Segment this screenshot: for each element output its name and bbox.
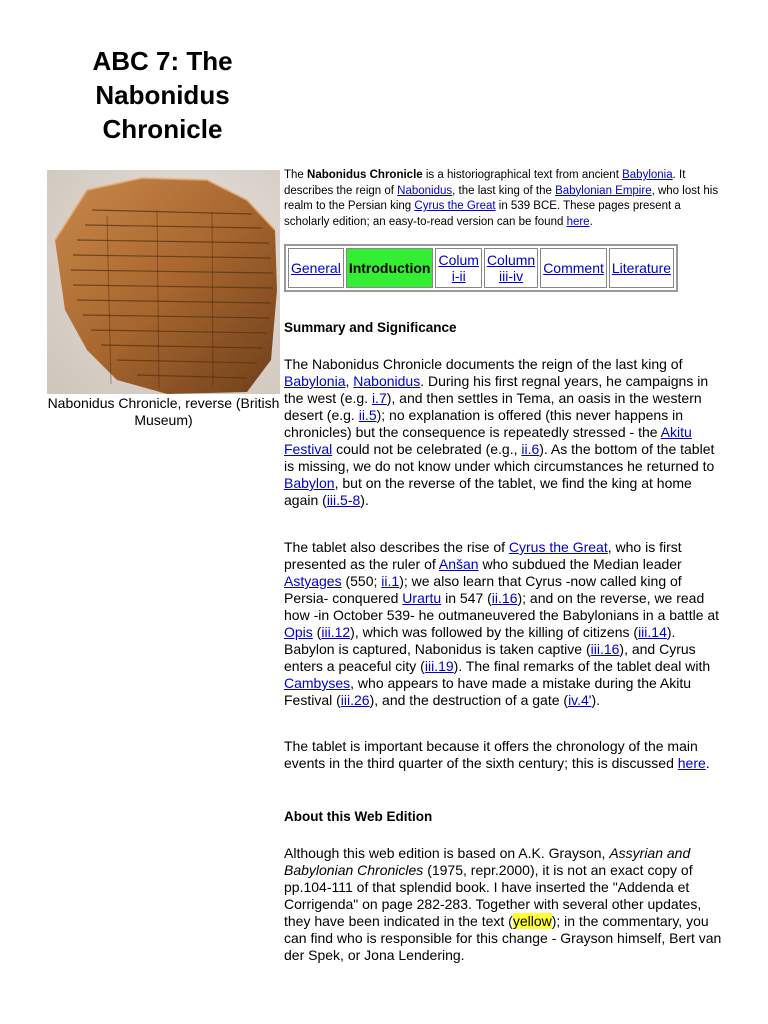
summary-paragraph-1: The Nabonidus Chronicle documents the reign of the last king of Babylonia, Nabonidus. During his first regnal years, he campaigns in the west (e.g. i.7), and then settles in Tema, an oasis in the western desert (e.g. ii.5); no explanation is offered (this never happens in chronicles) but the consequence is repeatedly stressed - the Akitu Festival could not be celebrated (e.g., ii.6). As the bottom of the tablet is missing, we do not know under which circumstances he returned to Babylon, but on the reverse of the tablet, we find the king at home again (iii.5-8).: [284, 356, 715, 508]
link-ii-5[interactable]: ii.5: [358, 407, 377, 423]
book-title: Assyrian and Babylonian Chronicles: [284, 845, 691, 878]
summary-paragraph-2: The tablet also describes the rise of Cyrus the Great, who is first presented as the ruler of Anšan who subdued the Median leader Astyages (550; ii.1); we also learn that Cyrus -now called king of Persia- conquered Urartu in 547 (ii.16); and on the reverse, we read how -in October 539- he outmaneuvered the Babylonians in a battle at Opis (iii.12), which was followed by the killing of citizens (iii.14). Babylon is captured, Nabonidus is taken captive (iii.16), and Cyrus enters a peaceful city (iii.19). The final remarks of the tablet deal with Cambyses, who appears to have made a mistake during the Akitu Festival (iii.26), and the destruction of a gate (iv.4').: [284, 539, 720, 708]
link-iii-14[interactable]: iii.14: [638, 624, 667, 640]
link-ansan[interactable]: Anšan: [438, 556, 479, 572]
link-iii-16[interactable]: iii.16: [590, 641, 620, 657]
bold-title: Nabonidus Chronicle: [307, 169, 423, 181]
link-ii-6[interactable]: ii.6: [521, 441, 540, 457]
content-column: [284, 168, 724, 292]
link-iii-26[interactable]: iii.26: [340, 692, 370, 708]
link-cyrus-2[interactable]: Cyrus the Great: [508, 539, 608, 555]
page-title: ABC 7: The Nabonidus Chronicle: [92, 46, 233, 144]
link-easy-version[interactable]: here: [566, 215, 590, 228]
summary-heading: Summary and Significance: [284, 320, 457, 335]
about-paragraph: Although this web edition is based on A.K. Grayson, Assyrian and Babylonian Chronicles (1975, repr.2000), it is not an exact copy of pp.104-111 of that splendid book. I have inserted the "Addenda et Corrigenda" on page 282-283. Together with several other updates, they have been indicated in the text (yellow); in the commentary, you can find who is responsible for this change - Grayson himself, Bert van der Spek, or Jona Lendering.: [284, 845, 722, 963]
nav-column-iii-iv[interactable]: Column iii-iv: [484, 248, 538, 288]
yellow-highlight: yellow: [512, 913, 552, 929]
link-ii-16[interactable]: ii.16: [491, 590, 518, 606]
link-chronology-here[interactable]: here: [677, 755, 706, 771]
link-iii-5-8[interactable]: iii.5-8: [326, 492, 361, 508]
image-caption: Nabonidus Chronicle, reverse (British Museum): [47, 395, 280, 428]
link-akitu-festival[interactable]: Akitu Festival: [284, 424, 692, 457]
link-iii-12[interactable]: iii.12: [321, 624, 351, 640]
summary-paragraph-3: The tablet is important because it offers the chronology of the main events in the third quarter of the sixth century; this is discussed here.: [284, 738, 710, 771]
nav-table: [284, 244, 678, 292]
link-babylonia-2[interactable]: Babylonia: [284, 373, 346, 389]
nav-introduction: Introduction: [346, 248, 434, 288]
nav-literature[interactable]: Literature: [609, 248, 674, 288]
nav-general[interactable]: General: [288, 248, 344, 288]
link-ii-1[interactable]: ii.1: [381, 573, 400, 589]
link-iii-19[interactable]: iii.19: [424, 658, 454, 674]
intro-paragraph: The Nabonidus Chronicle is a historiographical text from ancient Babylonia. It describes the reign of Nabonidus, the last king of the Babylonian Empire, who lost his realm to the Persian king Cyrus the Great in 539 BCE. These pages present a scholarly edition; an easy-to-read version can be found here.: [284, 169, 719, 228]
tablet-image: [47, 170, 280, 394]
link-babylonian-empire[interactable]: Babylonian Empire: [555, 184, 652, 197]
nav-comment[interactable]: Comment: [540, 248, 607, 288]
link-nabonidus-2[interactable]: Nabonidus: [353, 373, 421, 389]
link-nabonidus[interactable]: Nabonidus: [397, 184, 453, 197]
link-i-7[interactable]: i.7: [371, 390, 387, 406]
link-cyrus[interactable]: Cyrus the Great: [414, 200, 496, 212]
link-babylonia[interactable]: Babylonia: [622, 169, 673, 181]
link-urartu[interactable]: Urartu: [402, 590, 442, 606]
link-astyages[interactable]: Astyages: [284, 573, 342, 589]
link-opis[interactable]: Opis: [284, 624, 313, 640]
link-cambyses[interactable]: Cambyses: [284, 675, 351, 691]
link-iv-4[interactable]: iv.4': [568, 692, 592, 708]
nav-column-i-ii[interactable]: Colum i-ii: [435, 248, 481, 288]
about-heading: About this Web Edition: [284, 809, 433, 824]
link-babylon[interactable]: Babylon: [284, 475, 335, 491]
